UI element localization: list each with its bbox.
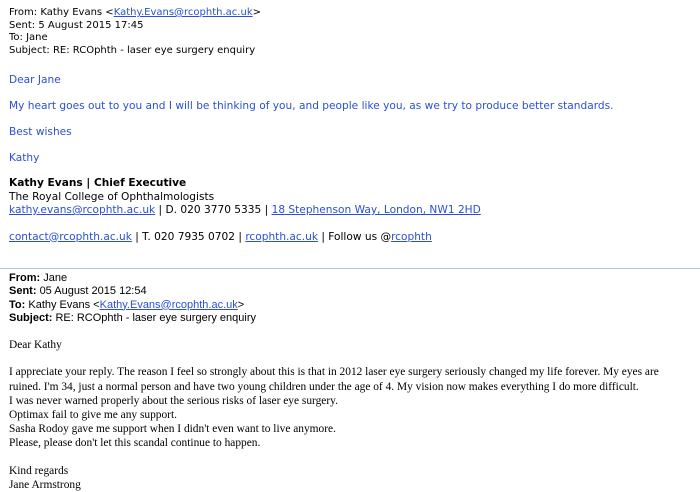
sent-label: Sent: bbox=[9, 19, 36, 31]
from-line: From: Kathy Evans <Kathy.Evans@rcophth.ac.uk> bbox=[9, 7, 261, 18]
message-separator bbox=[0, 268, 700, 269]
subject-label: Subject: bbox=[9, 44, 50, 56]
signoff: Kathy bbox=[9, 152, 40, 164]
signature-email-link[interactable]: kathy.evans@rcophth.ac.uk bbox=[9, 204, 156, 216]
reply-body bbox=[9, 73, 700, 165]
to-value: Jane bbox=[26, 32, 48, 43]
to-line: To: Kathy Evans <Kathy.Evans@rcophth.ac.uk> bbox=[9, 298, 245, 311]
to-name: Kathy Evans bbox=[28, 298, 91, 311]
from-label: From: bbox=[9, 272, 41, 284]
signature-direct-phone: | D. 020 3770 5335 | bbox=[155, 204, 272, 216]
to-email-link[interactable]: Kathy.Evans@rcophth.ac.uk bbox=[99, 298, 238, 311]
subject-line bbox=[9, 45, 700, 58]
sent-label: Sent: bbox=[9, 285, 37, 298]
signature-contact-line bbox=[9, 204, 700, 218]
signature-name-title: Kathy Evans | Chief Executive bbox=[9, 177, 187, 189]
signature-follow: | Follow us @ bbox=[317, 230, 392, 243]
original-body bbox=[9, 365, 694, 450]
to-label: To: bbox=[9, 32, 23, 43]
signature-address-link[interactable]: 18 Stephenson Way, London, NW1 2HD bbox=[271, 204, 481, 216]
subject-label: Subject: bbox=[9, 311, 53, 324]
reply-header bbox=[9, 7, 700, 57]
contact-email-link[interactable]: contact@rcophth.ac.uk bbox=[9, 230, 132, 243]
signature-general-line bbox=[9, 231, 700, 245]
signature-block bbox=[9, 177, 700, 244]
greeting: Dear Kathy bbox=[9, 339, 62, 352]
from-value: Jane bbox=[43, 272, 68, 284]
body-line: ruined. I'm 34, just a normal person and have two young children under the age of 4. My vision now makes everything I do more difficult. bbox=[9, 380, 639, 393]
body-line: I was never warned properly about the serious risks of laser eye surgery. bbox=[9, 394, 338, 407]
reply-message bbox=[0, 0, 700, 244]
subject-value: RE: RCOphth - laser eye surgery enquiry bbox=[52, 44, 256, 56]
from-email-link[interactable]: Kathy.Evans@rcophth.ac.uk bbox=[113, 7, 253, 18]
closing: Best wishes bbox=[9, 126, 72, 138]
from-name: Kathy Evans bbox=[40, 7, 103, 18]
closing-block bbox=[9, 464, 694, 492]
signature-tel: | T. 020 7935 0702 | bbox=[131, 230, 246, 243]
sent-value: 05 August 2015 12:54 bbox=[39, 285, 147, 298]
original-message bbox=[9, 272, 694, 492]
body-line: Please, please don't let this scandal continue to happen. bbox=[9, 437, 261, 450]
signoff: Jane Armstrong bbox=[9, 478, 81, 491]
sent-line bbox=[9, 285, 694, 298]
original-header bbox=[9, 272, 694, 325]
website-link[interactable]: rcophth.ac.uk bbox=[245, 230, 318, 243]
body-line: Optimax fail to give me any support. bbox=[9, 409, 177, 421]
twitter-handle-link[interactable]: rcophth bbox=[391, 230, 432, 243]
signature-org: The Royal College of Ophthalmologists bbox=[9, 190, 215, 203]
to-line bbox=[9, 32, 700, 45]
subject-value: RE: RCOphth - laser eye surgery enquiry bbox=[55, 311, 256, 324]
sent-line bbox=[9, 20, 700, 33]
to-label: To: bbox=[9, 298, 26, 311]
sent-value: 5 August 2015 17:45 bbox=[38, 19, 144, 31]
closing: Kind regards bbox=[9, 464, 69, 477]
from-line bbox=[9, 272, 694, 285]
subject-line bbox=[9, 312, 694, 325]
from-label: From: bbox=[9, 7, 38, 18]
paragraph: My heart goes out to you and I will be thinking of you, and people like you, as we try to produce better standards. bbox=[9, 100, 614, 112]
body-line: Sasha Rodoy gave me support when I didn't even want to live anymore. bbox=[9, 423, 336, 436]
greeting: Dear Jane bbox=[9, 74, 61, 86]
body-line: I appreciate your reply. The reason I feel so strongly about this is that in 2012 laser eye surgery seriously changed my life forever. My eyes are bbox=[9, 366, 659, 379]
